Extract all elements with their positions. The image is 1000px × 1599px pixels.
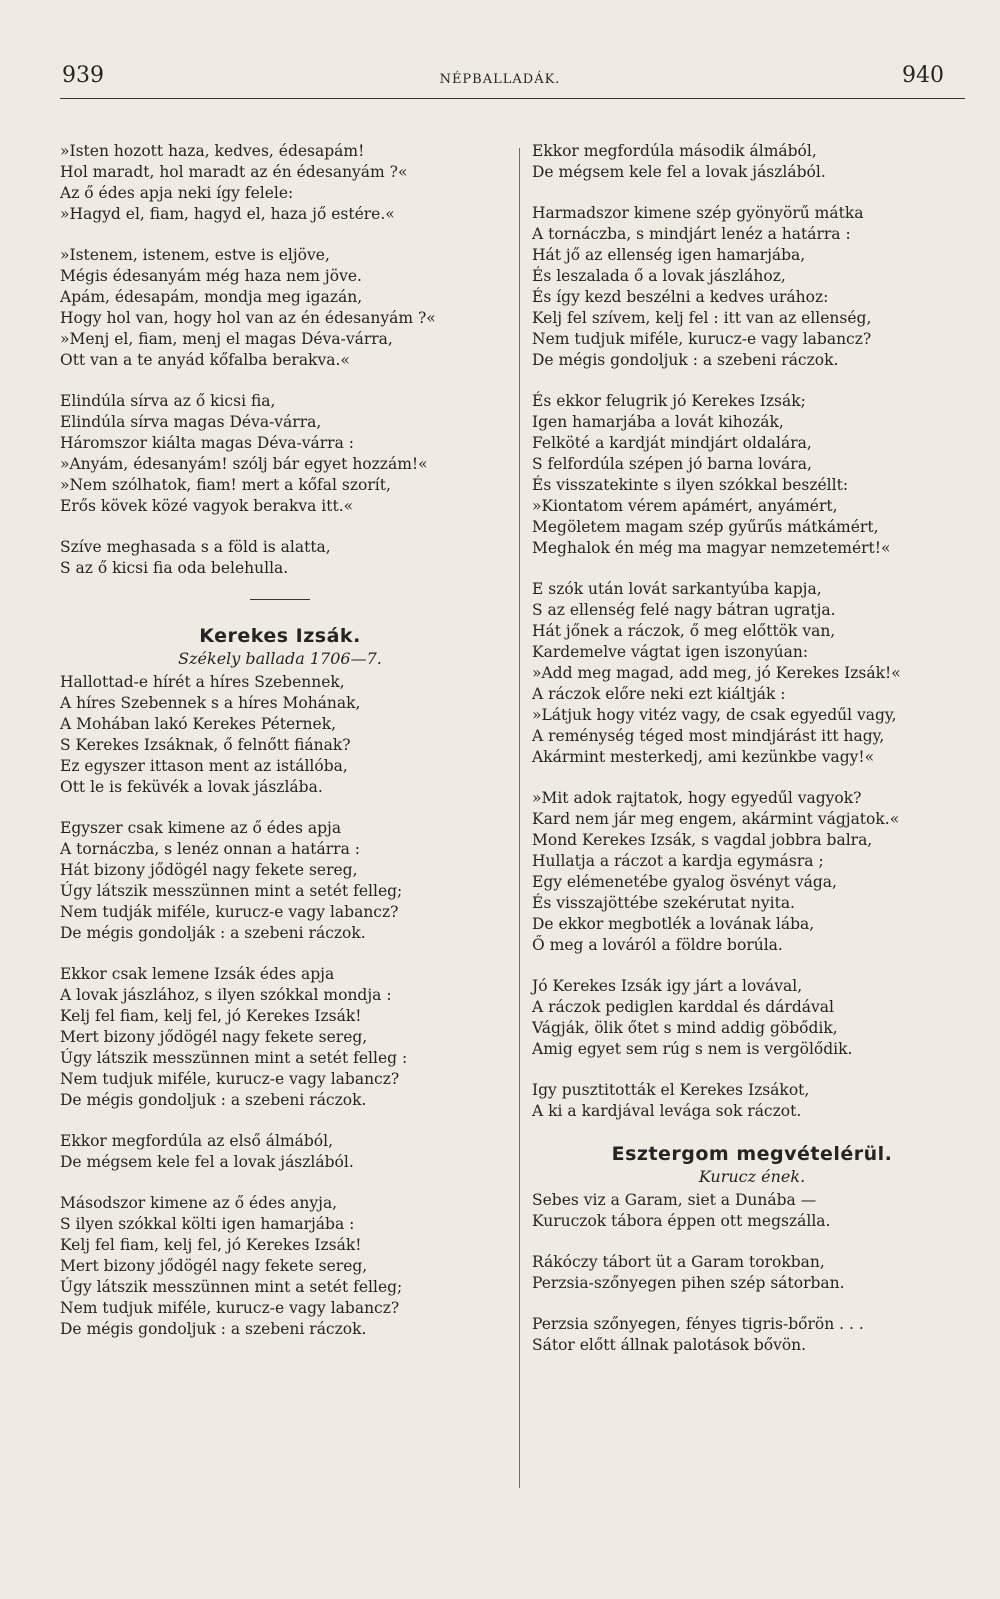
verse-line: Kardemelve vágtat igen iszonyúan: xyxy=(532,643,809,661)
verse-line: A ki a kardjával levága sok ráczot. xyxy=(532,1102,802,1120)
verse-line: Kard nem jár meg engem, akármint vágjatok.« xyxy=(532,810,900,828)
verse-line: Megöletem magam szép gyűrűs mátkámért, xyxy=(532,518,879,536)
verse-line: A ráczok pediglen karddal és dárdával xyxy=(532,998,834,1016)
verse-line: »Anyám, édesanyám! szólj bár egyet hozzám!« xyxy=(60,455,428,473)
verse-line: Akármint mesterkedj, ami kezünkbe vagy!« xyxy=(532,748,875,766)
verse-line: Az ő édes apja neki így felele: xyxy=(60,184,294,202)
stanza xyxy=(532,1080,972,1122)
verse-line: Úgy látszik messzünnen mint a setét felleg; xyxy=(60,1278,403,1296)
verse-line: Elindúla sírva az ő kicsi fia, xyxy=(60,392,276,410)
stanza xyxy=(532,203,972,371)
stanza xyxy=(60,964,500,1111)
stanza xyxy=(60,391,500,517)
verse-line: Hullatja a ráczot a kardja egymásra ; xyxy=(532,852,824,870)
verse-line: Sebes viz a Garam, siet a Dunába — xyxy=(532,1191,817,1209)
verse-line: Mégis édesanyám még haza nem jöve. xyxy=(60,267,362,285)
page-number-left: 939 xyxy=(62,63,104,88)
verse-line: Mond Kerekes Izsák, s vagdal jobbra balra, xyxy=(532,831,873,849)
verse-line: Meghalok én még ma magyar nemzetemért!« xyxy=(532,539,891,557)
verse-line: A híres Szebennek s a híres Mohának, xyxy=(60,694,361,712)
verse-line: Ez egyszer ittason ment az istállóba, xyxy=(60,757,348,775)
verse-line: Nem tudjuk miféle, kurucz-e vagy labancz? xyxy=(532,330,872,348)
stanza xyxy=(60,672,500,798)
verse-line: Úgy látszik messzünnen mint a setét felleg : xyxy=(60,1049,408,1067)
page-number-right: 940 xyxy=(902,63,944,88)
verse-line: Vágják, ölik őtet s mind addig göbődik, xyxy=(532,1019,838,1037)
verse-line: És visszatekinte s ilyen szókkal beszéllt: xyxy=(532,476,849,494)
verse-line: »Isten hozott haza, kedves, édesapám! xyxy=(60,142,365,160)
verse-line: Perzsia-szőnyegen pihen szép sátorban. xyxy=(532,1274,845,1292)
verse-line: Hát jő az ellenség igen hamarjába, xyxy=(532,246,806,264)
stanza xyxy=(532,976,972,1060)
stanza xyxy=(60,141,500,225)
verse-line: Szíve meghasada s a föld is alatta, xyxy=(60,538,331,556)
verse-line: Amig egyet sem rúg s nem is vergölődik. xyxy=(532,1040,853,1058)
stanza xyxy=(60,245,500,371)
left-stanzas-a xyxy=(60,141,500,579)
verse-line: És leszalada ő a lovak jászlához, xyxy=(532,267,786,285)
verse-line: Ott van a te anyád kőfalba berakva.« xyxy=(60,351,350,369)
verse-line: Úgy látszik messzünnen mint a setét felleg; xyxy=(60,882,403,900)
song-title: Esztergom megvételérül. xyxy=(611,1143,893,1165)
verse-line: »Kiontatom vérem apámért, anyámért, xyxy=(532,497,838,515)
verse-line: Harmadszor kimene szép gyönyörű mátka xyxy=(532,204,864,222)
stanza xyxy=(532,1314,972,1356)
verse-line: És visszajöttébe szekérutat nyita. xyxy=(532,894,795,912)
column-divider xyxy=(519,148,520,1488)
verse-line: S az ő kicsi fia oda belehulla. xyxy=(60,559,289,577)
verse-line: Nem tudják miféle, kurucz-e vagy labancz? xyxy=(60,903,399,921)
verse-line: »Menj el, fiam, menj el magas Déva-várra, xyxy=(60,330,393,348)
stanza xyxy=(60,537,500,579)
verse-line: Egyszer csak kimene az ő édes apja xyxy=(60,819,342,837)
verse-line: Jó Kerekes Izsák igy járt a lovával, xyxy=(532,977,803,995)
right-stanzas-a xyxy=(532,141,972,1122)
verse-line: A tornáczba, s lenéz onnan a határra : xyxy=(60,840,360,858)
verse-line: Igen hamarjába a lovát kihozák, xyxy=(532,413,784,431)
verse-line: Háromszor kiálta magas Déva-várra : xyxy=(60,434,354,452)
section-separator xyxy=(250,599,310,600)
verse-line: A tornáczba, s mindjárt lenéz a határra : xyxy=(532,225,851,243)
ballad-title: Kerekes Izsák. xyxy=(199,625,361,647)
verse-line: A Mohában lakó Kerekes Péternek, xyxy=(60,715,337,733)
verse-line: Hát bizony jődögél nagy fekete sereg, xyxy=(60,861,358,879)
verse-line: Kelj fel fiam, kelj fel, jó Kerekes Izsák! xyxy=(60,1236,362,1254)
verse-line: Nem tudjuk miféle, kurucz-e vagy labancz? xyxy=(60,1299,400,1317)
verse-line: Apám, édesapám, mondja meg igazán, xyxy=(60,288,363,306)
verse-line: Hogy hol van, hogy hol van az én édesanyám ?« xyxy=(60,309,436,327)
verse-line: Kuruczok tábora éppen ott megszálla. xyxy=(532,1212,831,1230)
verse-line: Ő meg a lováról a földre borúla. xyxy=(532,936,783,954)
verse-line: S az ellenség felé nagy bátran ugratja. xyxy=(532,601,836,619)
verse-line: S Kerekes Izsáknak, ő felnőtt fiának? xyxy=(60,736,351,754)
verse-line: Kelj fel szívem, kelj fel : itt van az ellenség, xyxy=(532,309,872,327)
verse-line: De ekkor megbotlék a lovának lába, xyxy=(532,915,815,933)
verse-line: S felfordúla szépen jó barna lovára, xyxy=(532,455,812,473)
verse-line: Igy pusztitották el Kerekes Izsákot, xyxy=(532,1081,810,1099)
verse-line: A ráczok előre neki ezt kiáltják : xyxy=(532,685,786,703)
verse-line: S ilyen szókkal költi igen hamarjába : xyxy=(60,1215,355,1233)
verse-line: »Hagyd el, fiam, hagyd el, haza jő estére.« xyxy=(60,205,395,223)
verse-line: De mégis gondoljuk : a szebeni ráczok. xyxy=(60,1091,367,1109)
verse-line: Erős kövek közé vagyok berakva itt.« xyxy=(60,497,354,515)
verse-line: Mert bizony jődögél nagy fekete sereg, xyxy=(60,1257,368,1275)
stanza xyxy=(532,1190,972,1232)
verse-line: De mégis gondoljuk : a szebeni ráczok. xyxy=(532,351,839,369)
verse-line: Nem tudjuk miféle, kurucz-e vagy labancz? xyxy=(60,1070,400,1088)
running-title: NÉPBALLADÁK. xyxy=(439,72,561,87)
stanza xyxy=(532,579,972,768)
verse-line: Sátor előtt állnak palotások bővön. xyxy=(532,1336,807,1354)
left-stanzas-b xyxy=(60,672,500,1340)
verse-line: De mégsem kele fel a lovak jászlából. xyxy=(60,1153,354,1171)
verse-line: Felköté a kardját mindjárt oldalára, xyxy=(532,434,812,452)
stanza xyxy=(60,1131,500,1173)
left-column xyxy=(60,141,500,1360)
verse-line: A lovak jászlához, s ilyen szókkal mondja : xyxy=(60,986,392,1004)
stanza xyxy=(532,391,972,559)
verse-line: Ott le is feküvék a lovak jászlába. xyxy=(60,778,323,796)
verse-line: Hát jőnek a ráczok, ő meg előttök van, xyxy=(532,622,836,640)
verse-line: »Istenem, istenem, estve is eljöve, xyxy=(60,246,330,264)
song-subtitle: Kurucz ének. xyxy=(698,1167,806,1186)
ballad-subtitle: Székely ballada 1706—7. xyxy=(178,649,382,668)
verse-line: Másodszor kimene az ő édes anyja, xyxy=(60,1194,338,1212)
verse-line: Ekkor csak lemene Izsák édes apja xyxy=(60,965,335,983)
verse-line: »Nem szólhatok, fiam! mert a kőfal szorít, xyxy=(60,476,391,494)
verse-line: És ekkor felugrik jó Kerekes Izsák; xyxy=(532,392,806,410)
verse-line: De mégis gondolják : a szebeni ráczok. xyxy=(60,924,366,942)
verse-line: De mégsem kele fel a lovak jászlából. xyxy=(532,163,826,181)
right-column xyxy=(532,141,972,1376)
stanza xyxy=(532,141,972,183)
verse-line: Rákóczy tábort üt a Garam torokban, xyxy=(532,1253,825,1271)
verse-line: Kelj fel fiam, kelj fel, jó Kerekes Izsák! xyxy=(60,1007,362,1025)
verse-line: »Add meg magad, add meg, jó Kerekes Izsák!« xyxy=(532,664,901,682)
verse-line: Ekkor megfordúla az első álmából, xyxy=(60,1132,334,1150)
stanza xyxy=(532,788,972,956)
verse-line: Hallottad-e hírét a híres Szebennek, xyxy=(60,673,345,691)
stanza xyxy=(60,1193,500,1340)
verse-line: Perzsia szőnyegen, fényes tigris-bőrön . . . xyxy=(532,1315,864,1333)
verse-line: Mert bizony jődögél nagy fekete sereg, xyxy=(60,1028,368,1046)
stanza xyxy=(60,818,500,944)
verse-line: E szók után lovát sarkantyúba kapja, xyxy=(532,580,822,598)
verse-line: Hol maradt, hol maradt az én édesanyám ?« xyxy=(60,163,408,181)
verse-line: Elindúla sírva magas Déva-várra, xyxy=(60,413,322,431)
verse-line: De mégis gondoljuk : a szebeni ráczok. xyxy=(60,1320,367,1338)
verse-line: »Látjuk hogy vitéz vagy, de csak egyedűl vagy, xyxy=(532,706,897,724)
verse-line: »Mit adok rajtatok, hogy egyedűl vagyok? xyxy=(532,789,862,807)
verse-line: Egy elémenetébe gyalog ösvényt vága, xyxy=(532,873,837,891)
verse-line: És így kezd beszélni a kedves urához: xyxy=(532,288,829,306)
right-stanzas-b xyxy=(532,1190,972,1356)
verse-line: Ekkor megfordúla második álmából, xyxy=(532,142,817,160)
verse-line: A reménység téged most mindjárást itt hagy, xyxy=(532,727,885,745)
header-rule xyxy=(60,98,965,99)
stanza xyxy=(532,1252,972,1294)
